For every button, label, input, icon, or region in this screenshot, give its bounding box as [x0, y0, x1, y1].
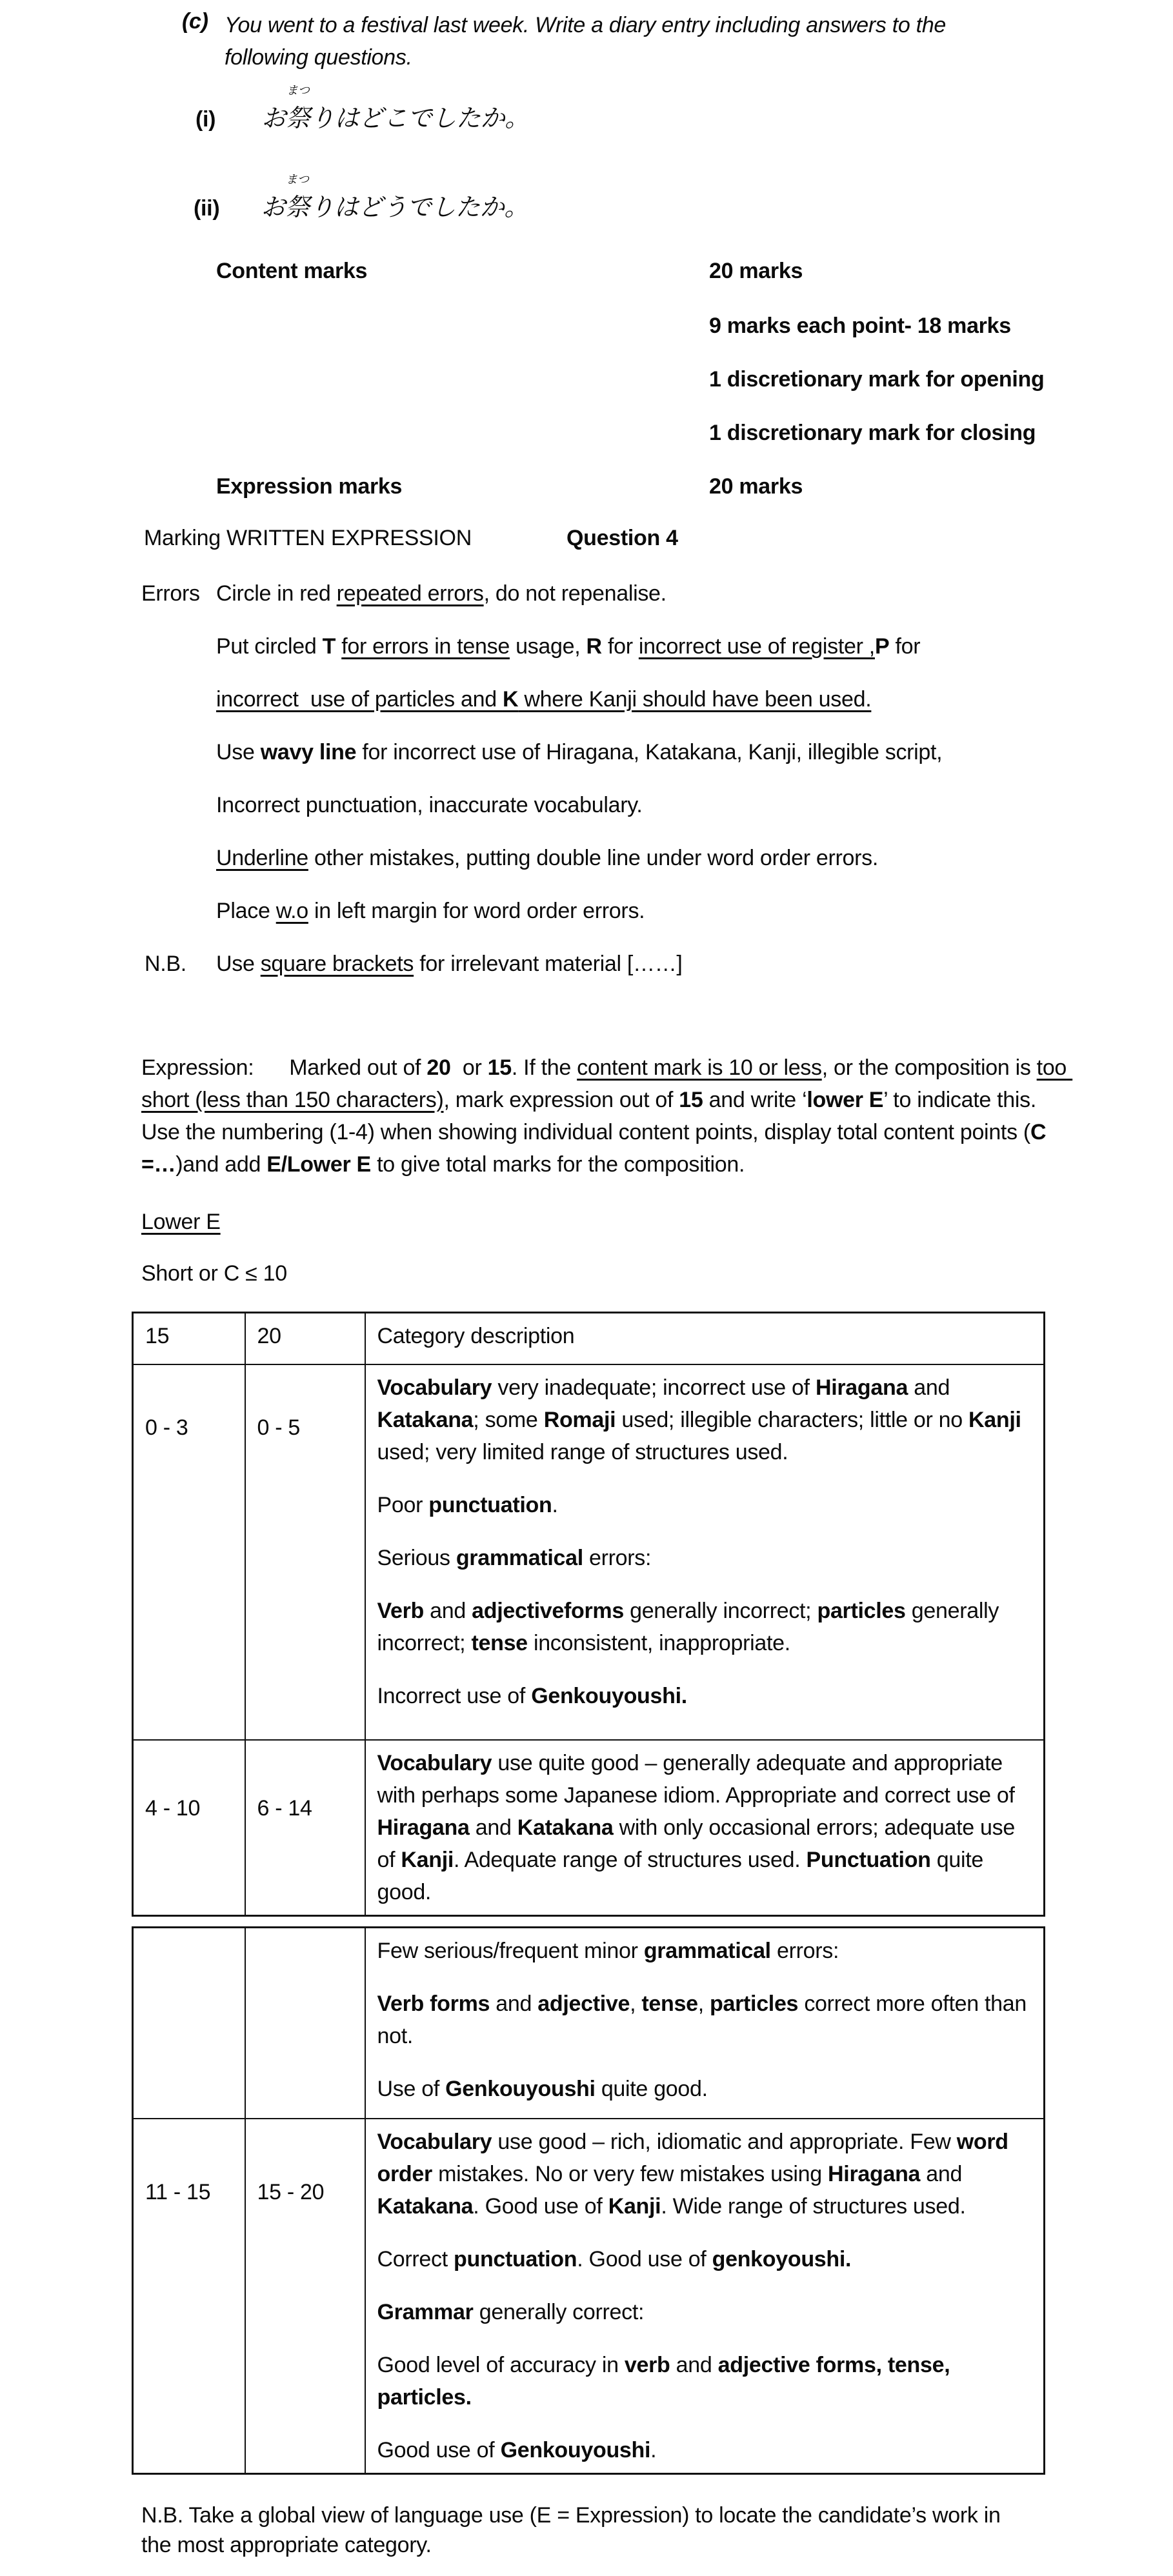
rubric-table-1-row-1 [133, 1364, 1045, 1740]
category-description-cell: Vocabulary very inadequate; incorrect use of Hiragana and Katakana; some Romaji used; illegible characters; little or no Kanji used; very limited range of structures used. Poor punctuation. Serious grammatical errors: Verb and adjectiveforms generally incorrect; particles generally incorrect; tense inconsistent, inappropriate. Incorrect use of Genkouyoushi. [365, 1364, 1045, 1740]
short-or-c-line: Short or C ≤ 10 [141, 1261, 287, 1286]
errors-text: Underline other mistakes, putting double line under word order errors. [216, 846, 879, 870]
score-15-cell [133, 1928, 245, 2119]
score-20-cell: 0 - 5 [245, 1364, 365, 1740]
score-15-cell: 0 - 3 [133, 1364, 245, 1740]
score-20-cell: 6 - 14 [245, 1740, 365, 1916]
section-title: Marking WRITTEN EXPRESSION [144, 526, 472, 550]
score-15-cell: 11 - 15 [133, 2119, 245, 2474]
rubric-table-2 [132, 1926, 1045, 2475]
errors-text: incorrect use of particles and K where Kanji should have been used. [216, 687, 872, 712]
errors-text: Use square brackets for irrelevant material [……] [216, 952, 683, 976]
rubric-table-1-header-row [133, 1313, 1045, 1364]
kanji-with-furigana: まつ 祭 [285, 187, 310, 223]
marks-row-left: Content marks [216, 259, 368, 283]
question-item-i [196, 84, 530, 134]
furigana: まつ [286, 84, 310, 97]
errors-text: Put circled T for errors in tense usage, R for incorrect use of register ,P for [216, 634, 921, 659]
furigana: まつ [286, 173, 310, 186]
item-ii-japanese-text: お まつ 祭りはどうでしたか。 [261, 193, 529, 221]
marks-row-right: 1 discretionary mark for closing [709, 421, 1036, 445]
marks-row-right: 9 marks each point- 18 marks [709, 314, 1011, 338]
rubric-table-2-row-2 [133, 2119, 1045, 2474]
errors-text: Place w.o in left margin for word order errors. [216, 899, 645, 923]
rubric-table-1 [132, 1312, 1045, 1917]
marks-row-right: 20 marks [709, 474, 803, 499]
question-item-ii [194, 173, 529, 223]
question-part-text: You went to a festival last week. Write a diary entry including answers to the following questions. [225, 13, 947, 70]
kanji-with-furigana: まつ 祭 [286, 98, 310, 134]
errors-text: Incorrect punctuation, inaccurate vocabulary. [216, 793, 643, 817]
errors-label: Errors [141, 581, 200, 606]
score-15-cell: 4 - 10 [133, 1740, 245, 1916]
header-cell-15: 15 [133, 1313, 245, 1364]
item-i-japanese-text: お まつ 祭りはどこでしたか。 [261, 104, 529, 132]
question-number: Question 4 [566, 526, 678, 550]
rubric-table-1-row-2 [133, 1740, 1045, 1916]
marks-row-right: 1 discretionary mark for opening [709, 367, 1045, 392]
header-cell-20: 20 [245, 1313, 365, 1364]
category-description-cell: Vocabulary use quite good – generally adequate and appropriate with perhaps some Japanese idiom. Appropriate and correct use of Hiragana and Katakana with only occasional errors; adequate use of Kanji. Adequate range of structures used. Punctuation quite good. [365, 1740, 1045, 1916]
errors-text: Use wavy line for incorrect use of Hiragana, Katakana, Kanji, illegible script, [216, 740, 943, 764]
question-part-label: (c) [182, 9, 208, 34]
score-20-cell [245, 1928, 365, 2119]
item-i-label: (i) [196, 107, 216, 132]
header-cell-category: Category description [365, 1313, 1045, 1364]
score-20-cell: 15 - 20 [245, 2119, 365, 2474]
category-description-cell: Vocabulary use good – rich, idiomatic and appropriate. Few word order mistakes. No or very few mistakes using Hiragana and Katakana. Good use of Kanji. Wide range of structures used. Correct punctuation. Good use of genkoyoushi. Grammar generally correct: Good level of accuracy in verb and adjective forms, tense, particles. Good use of Genkouyoushi. [365, 2119, 1045, 2474]
lower-e-heading: Lower E [141, 1210, 221, 1234]
expression-paragraph: Expression: Marked out of 20 or 15. If the content mark is 10 or less, or the composition is too short (less than 150 characters), mark expression out of 15 and write ‘lower E’ to indicate this. Use the numbering (1-4) when showing individual content points, display total content points (C =…)and add E/Lower E to give total marks for the composition. [141, 1055, 1073, 1177]
errors-text: Circle in red repeated errors, do not repenalise. [216, 581, 667, 606]
rubric-table-2-row-1 [133, 1928, 1045, 2119]
nb-label: N.B. [145, 952, 186, 976]
marks-row-right: 20 marks [709, 259, 803, 283]
category-description-cell: Few serious/frequent minor grammatical errors: Verb forms and adjective, tense, particles correct more often than not. Use of Genkouyoushi quite good. [365, 1928, 1045, 2119]
global-view-footnote: N.B. Take a global view of language use (E = Expression) to locate the candidate’s work in the most appropriate category. [141, 2503, 1001, 2557]
marks-row-left: Expression marks [216, 474, 403, 499]
item-ii-label: (ii) [194, 196, 220, 221]
